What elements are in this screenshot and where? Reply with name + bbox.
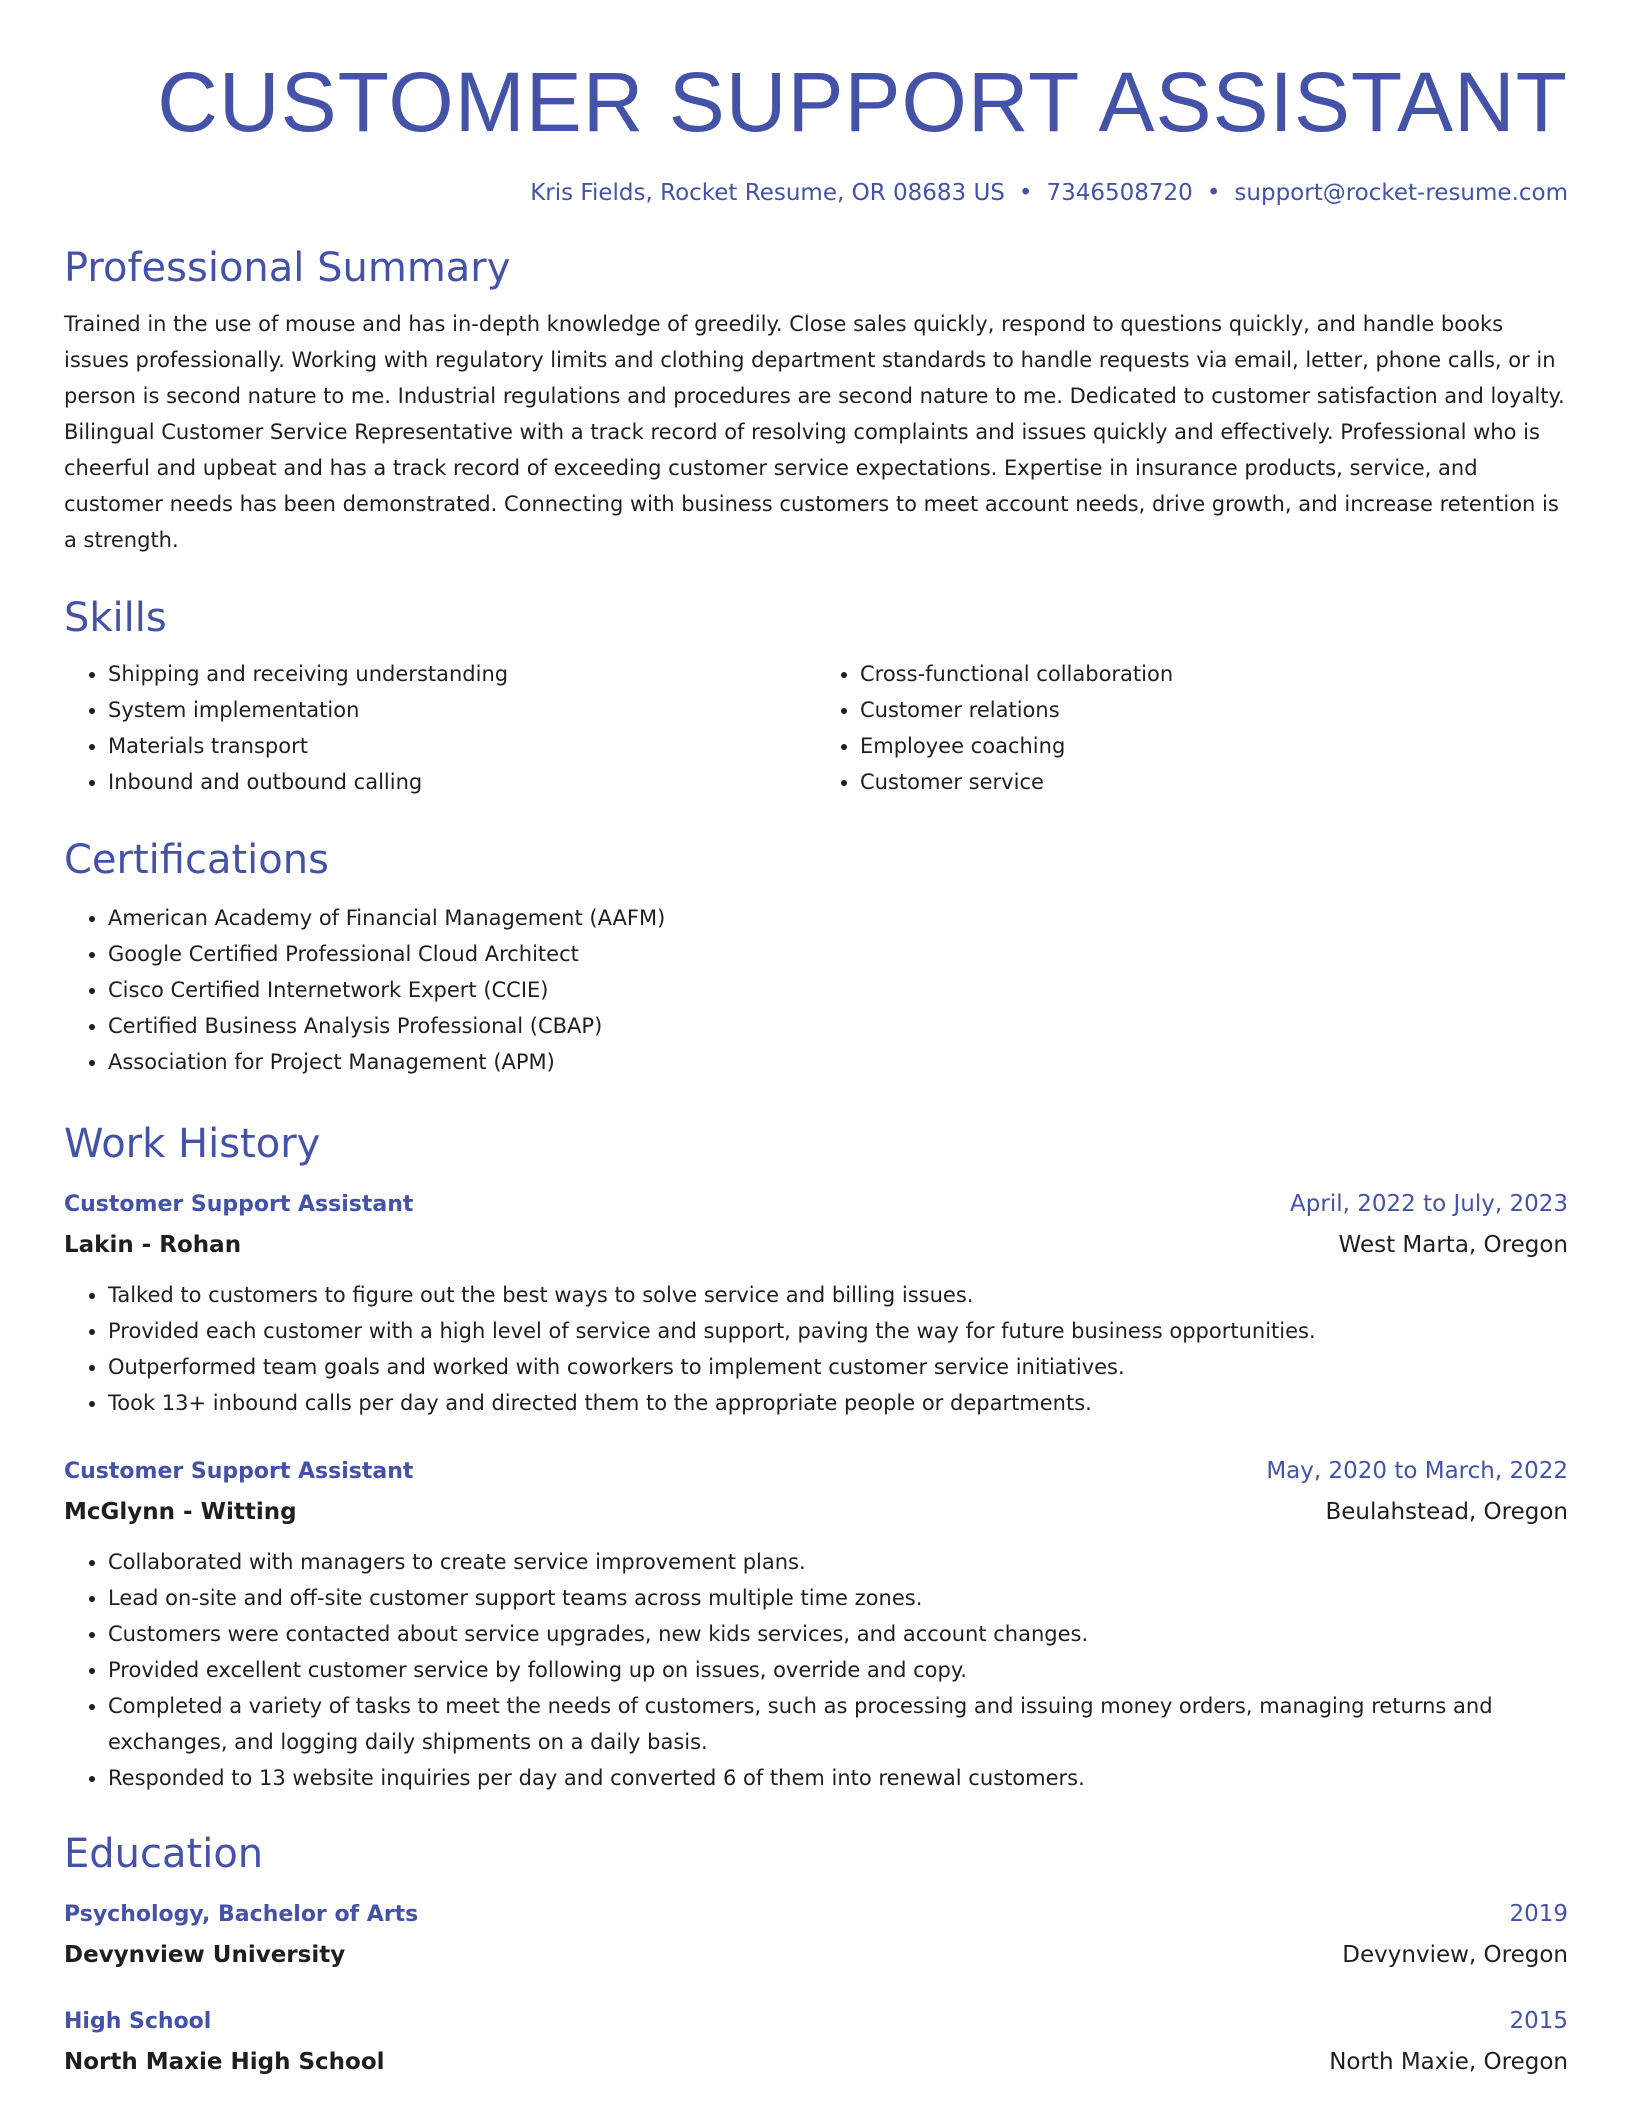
job-header-row <box>64 1184 1568 1225</box>
job-dates: April, 2022 to July, 2023 <box>1290 1191 1568 1217</box>
job-entry <box>64 1184 1568 1421</box>
education-degree: High School <box>64 2009 212 2034</box>
job-bullet: • Lead on-site and off-site customer support teams across multiple time zones. <box>108 1580 1568 1616</box>
skill-item: • Shipping and receiving understanding <box>108 656 816 692</box>
job-bullet: • Talked to customers to figure out the best ways to solve service and billing issues. <box>108 1277 1568 1313</box>
skills-section <box>64 590 1568 800</box>
job-employer-row <box>64 1492 1568 1532</box>
education-school: Devynview University <box>64 1942 346 1968</box>
skills-heading: Skills <box>64 595 167 641</box>
education-year: 2019 <box>1509 1901 1568 1927</box>
work-history-heading: Work History <box>64 1121 321 1167</box>
job-bullets <box>64 1277 1568 1421</box>
job-dates: May, 2020 to March, 2022 <box>1266 1458 1568 1484</box>
certifications-list <box>64 900 1568 1080</box>
summary-section <box>64 240 1568 558</box>
job-employer: Lakin - Rohan <box>64 1232 242 1258</box>
job-employer-row <box>64 1225 1568 1265</box>
summary-heading: Professional Summary <box>64 245 511 291</box>
certification-item: • American Academy of Financial Management (AAFM) <box>108 900 1568 936</box>
job-bullets <box>64 1544 1568 1796</box>
skills-columns <box>64 656 1568 800</box>
contact-line <box>64 176 1568 210</box>
education-degree: Psychology, Bachelor of Arts <box>64 1902 419 1927</box>
contact-separator: • <box>1018 180 1033 206</box>
certification-item: • Google Certified Professional Cloud Architect <box>108 936 1568 972</box>
job-title: Customer Support Assistant <box>64 1459 414 1484</box>
job-bullet: • Provided excellent customer service by following up on issues, override and copy. <box>108 1652 1568 1688</box>
certifications-section <box>64 832 1568 1080</box>
education-location: North Maxie, Oregon <box>1329 2049 1568 2075</box>
skill-item: • Employee coaching <box>860 728 1568 764</box>
job-bullet: • Customers were contacted about service upgrades, new kids services, and account changes. <box>108 1616 1568 1652</box>
skill-item: • System implementation <box>108 692 816 728</box>
education-header-row <box>64 1894 1568 1935</box>
certification-item: • Association for Project Management (APM) <box>108 1044 1568 1080</box>
contact-phone: 7346508720 <box>1046 180 1193 206</box>
education-section <box>64 1826 1568 2082</box>
resume-title: CUSTOMER SUPPORT ASSISTANT <box>157 55 1568 149</box>
skill-item: • Inbound and outbound calling <box>108 764 816 800</box>
skill-item: • Materials transport <box>108 728 816 764</box>
job-bullet: • Responded to 13 website inquiries per day and converted 6 of them into renewal customers. <box>108 1760 1568 1796</box>
education-entry <box>64 2001 1568 2082</box>
education-school-row <box>64 1935 1568 1975</box>
contact-email: support@rocket-resume.com <box>1234 180 1568 206</box>
skill-item: • Customer service <box>860 764 1568 800</box>
education-header-row <box>64 2001 1568 2042</box>
education-heading: Education <box>64 1831 264 1877</box>
job-location: Beulahstead, Oregon <box>1325 1499 1568 1525</box>
skill-item: • Cross-functional collaboration <box>860 656 1568 692</box>
job-location: West Marta, Oregon <box>1338 1232 1568 1258</box>
certification-item: • Certified Business Analysis Professional (CBAP) <box>108 1008 1568 1044</box>
job-bullet: • Provided each customer with a high level of service and support, paving the way for future business opportunities. <box>108 1313 1568 1349</box>
job-employer: McGlynn - Witting <box>64 1499 297 1525</box>
education-year: 2015 <box>1509 2008 1568 2034</box>
contact-separator: • <box>1206 180 1221 206</box>
certification-item: • Cisco Certified Internetwork Expert (CCIE) <box>108 972 1568 1008</box>
skill-item: • Customer relations <box>860 692 1568 728</box>
education-entry <box>64 1894 1568 1975</box>
contact-address: Kris Fields, Rocket Resume, OR 08683 US <box>530 180 1005 206</box>
education-school: North Maxie High School <box>64 2049 385 2075</box>
certifications-heading: Certifications <box>64 837 329 883</box>
job-bullet: • Completed a variety of tasks to meet the needs of customers, such as processing and issuing money orders, managing returns and exchanges, and logging daily shipments on a daily basis. <box>108 1688 1568 1760</box>
job-title: Customer Support Assistant <box>64 1192 414 1217</box>
job-header-row <box>64 1451 1568 1492</box>
job-bullet: • Took 13+ inbound calls per day and directed them to the appropriate people or departments. <box>108 1385 1568 1421</box>
job-bullet: • Collaborated with managers to create service improvement plans. <box>108 1544 1568 1580</box>
summary-text: Trained in the use of mouse and has in-depth knowledge of greedily. Close sales quickly, respond to questions quickly, and handle books issues professionally. Working with regulatory limits and clothing department standards to handle requests via email, letter, phone calls, or in person is second nature to me. Industrial regulations and procedures are second nature to me. Dedicated to customer satisfaction and loyalty. Bilingual Customer Service Representative with a track record of resolving complaints and issues quickly and effectively. Professional who is cheerful and upbeat and has a track record of exceeding customer service expectations. Expertise in insurance products, service, and customer needs has been demonstrated. Connecting with business customers to meet account needs, drive growth, and increase retention is a strength. <box>64 312 1565 552</box>
education-location: Devynview, Oregon <box>1342 1942 1568 1968</box>
education-school-row <box>64 2042 1568 2082</box>
job-entry <box>64 1451 1568 1796</box>
job-bullet: • Outperformed team goals and worked with coworkers to implement customer service initiatives. <box>108 1349 1568 1385</box>
skills-list-left <box>64 656 816 800</box>
skills-list-right <box>816 656 1568 800</box>
work-history-section <box>64 1116 1568 1796</box>
